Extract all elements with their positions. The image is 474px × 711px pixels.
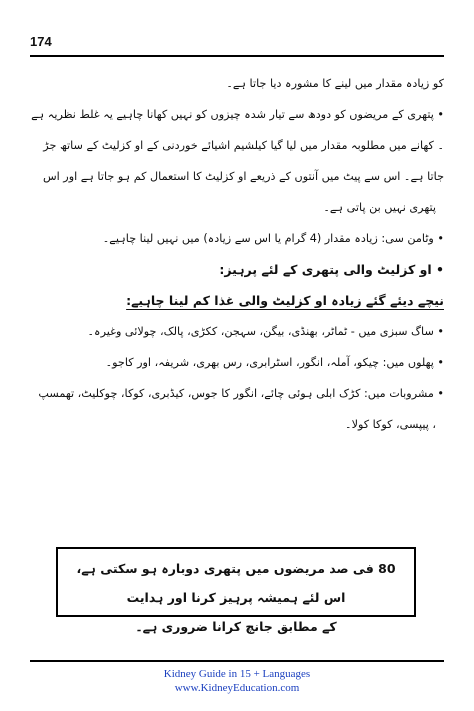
section-heading-oxalate: • او کزلیٹ والی پتھری کے لئے پرہیز: [219, 262, 444, 277]
highlight-box [56, 547, 416, 634]
sub-heading-high-oxalate: نیچے دیئے گئے زیادہ او کزلیٹ والی غذا کم لینا چاہیے: [126, 293, 444, 308]
bullet-drinks: • مشروبات میں: کڑک ابلی ہوئی چائے، انگور کا جوس، کیڈبری، کوکا، چوکلیٹ، تھمسپ [38, 387, 444, 400]
footer-title: Kidney Guide in 15 + Languages [163, 668, 311, 680]
body-line-drinks-cont: ، پیپسی، کوکا کولا۔ [345, 418, 436, 431]
page-number: 174 [30, 34, 52, 49]
body-line-absorption: جاتا ہے۔ اس سے پیٹ میں آنتوں کے ذریعے او کزلیٹ کا استعمال کم ہو جاتا ہے اور اس [42, 170, 444, 183]
body-line-calcium: ۔ کھانے میں مطلوبہ مقدار میں لیا گیا کیلشیم اشیائے خوردنی کے او کزلیٹ کے ساتھ جڑ [43, 139, 444, 152]
header-divider [30, 55, 444, 57]
bullet-dairy-myth: • پتھری کے مریضوں کو دودھ سے تیار شدہ چیزوں کو نہیں کھانا چاہیے یہ غلط نظریہ ہے [31, 108, 444, 121]
footer [0, 667, 474, 695]
footer-website-link[interactable]: www.KidneyEducation.com [174, 682, 300, 694]
bullet-vitamin-c: • وٹامن سی: زیادہ مقدار (4 گرام یا اس سے زیادہ) میں نہیں لینا چاہیے۔ [102, 232, 444, 245]
bullet-fruits: • پھلوں میں: چیکو، آملہ، انگور، اسٹرابری، رس بھری، شریفہ، اور کاجو۔ [105, 356, 444, 369]
page-body [30, 68, 444, 440]
body-line-stone: پتھری نہیں بن پاتی ہے۔ [323, 201, 436, 214]
highlight-line-2: کے مطابق جانچ کرانا ضروری ہے۔ [135, 619, 337, 634]
body-line-continuation: کو زیادہ مقدار میں لینے کا مشورہ دیا جاتا ہے۔ [226, 77, 444, 90]
highlight-line-1: 80 فی صد مریضوں میں پتھری دوبارہ ہو سکتی ہے، اس لئے ہمیشہ پرہیز کرنا اور ہدایت [76, 561, 396, 605]
bullet-vegetables: • ساگ سبزی میں - ٹماٹر، بھنڈی، بیگن، سہجن، ککڑی، پالک، چولائی وغیرہ۔ [87, 325, 444, 338]
footer-divider [30, 660, 444, 662]
